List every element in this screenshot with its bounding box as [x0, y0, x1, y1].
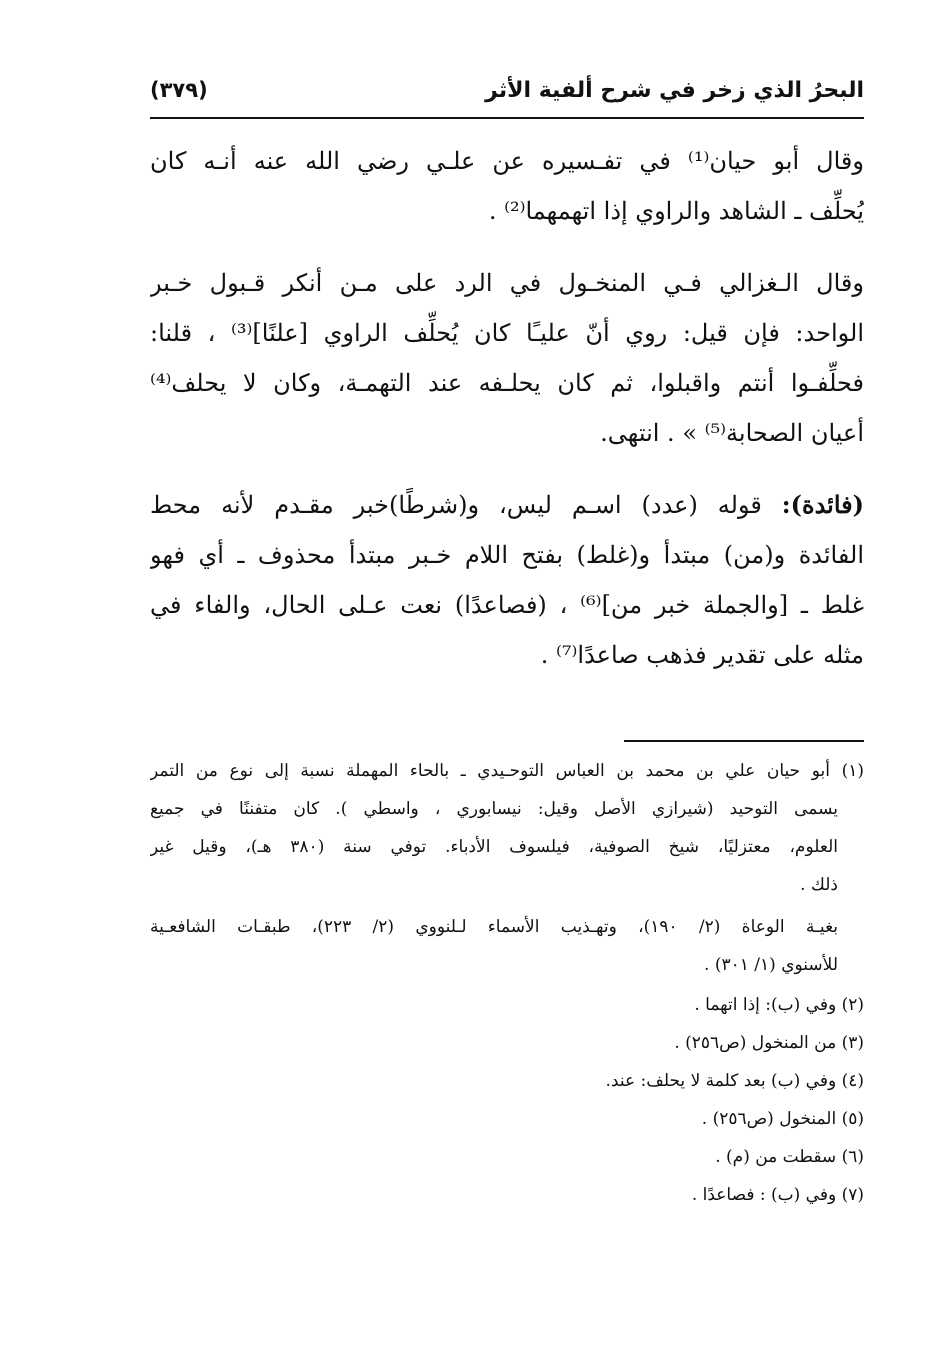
paragraph-abu-hayyan	[150, 136, 864, 236]
paragraph-ghazali	[150, 258, 864, 458]
text-line: وقال الـغزالي فـي المنخـول في الرد على مـن أنكر قـبول خـبر	[150, 269, 864, 297]
footnote-2: (٢) وفي (ب): إذا اتهما .	[694, 995, 864, 1015]
footnote-divider	[624, 740, 864, 742]
text-span: قوله (عدد) اسـم ليس، و(شرطًا)خبر مقـدم لأنه محط	[150, 491, 782, 519]
paragraph-faida	[150, 480, 864, 680]
footnote-1	[150, 752, 864, 984]
footnote-line: العلوم، معتزليًا، شيخ الصوفية، فيلسوف الأدباء. توفي سنة (٣٨٠ هـ)، وقيل غير	[150, 837, 838, 857]
footnote-sources-line: للأسنوي (١/ ٣٠١) .	[704, 955, 838, 975]
text-line: أعيان الصحابة⁽⁵⁾ » . انتهى.	[600, 419, 864, 447]
footnote-6: (٦) سقطت من (م) .	[715, 1147, 864, 1167]
text-line	[150, 480, 864, 530]
main-text	[150, 136, 864, 702]
header-divider	[150, 117, 864, 119]
text-line: وقال أبو حيان⁽¹⁾ في تفـسيره عن علـي رضي الله عنه أنـه كان	[150, 147, 864, 175]
footnotes	[150, 752, 864, 1214]
page-number: (٣٧٩)	[150, 78, 208, 102]
text-line: الواحد: فإن قيل: روي أنّ عليـًا كان يُحلِّف الراوي [علنًا]⁽³⁾ ، قلنا:	[150, 319, 864, 347]
text-line: فحلِّفـوا أنتم واقبلوا، ثم كان يحلـفه عند التهمـة، وكان لا يحلف⁽⁴⁾	[150, 369, 864, 397]
running-header	[150, 68, 864, 112]
footnote-3: (٣) من المنخول (ص٢٥٦) .	[674, 1033, 864, 1053]
text-line: الفائدة و(من) مبتدأ و(غلط) بفتح اللام خـبر مبتدأ محذوف ـ أي فهو	[150, 541, 864, 569]
footnote-line: يسمى التوحيد (شيرازي الأصل وقيل: نيسابوري ، واسطي ). كان متفننًا في جميع	[150, 799, 838, 819]
footnote-line: (١) أبو حيان علي بن محمد بن العباس التوحـيدي ـ بالحاء المهملة نسبة إلى نوع من التمر	[150, 761, 864, 781]
faida-label: (فائدة):	[781, 490, 864, 519]
footnote-5: (٥) المنخول (ص٢٥٦) .	[701, 1109, 864, 1129]
text-line: غلط ـ [والجملة خبر من]⁽⁶⁾ ، (فصاعدًا) نعت عـلى الحال، والفاء في	[150, 591, 864, 619]
footnote-7: (٧) وفي (ب) : فصاعدًا .	[691, 1185, 864, 1205]
text-line: مثله على تقدير فذهب صاعدًا⁽⁷⁾ .	[540, 641, 864, 669]
text-line: يُحلِّف ـ الشاهد والراوي إذا اتهمهما⁽²⁾ .	[488, 197, 864, 225]
footnote-line: ذلك .	[800, 875, 838, 895]
footnote-4: (٤) وفي (ب) بعد كلمة لا يحلف: عند.	[605, 1071, 864, 1091]
footnote-sources-line: بغيـة الوعاة (٢/ ١٩٠)، وتهـذيب الأسماء لـلنووي (٢/ ٢٢٣)، طبقـات الشافعـية	[150, 917, 838, 937]
book-title: البحرُ الذي زخر في شرح ألفية الأثر	[485, 77, 864, 103]
